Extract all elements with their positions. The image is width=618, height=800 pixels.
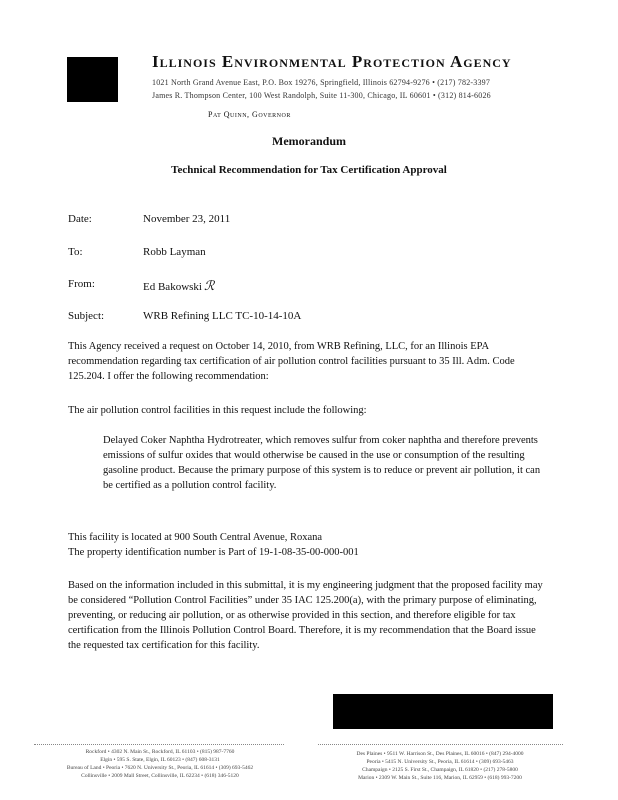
to-label: To: (68, 246, 83, 258)
footer-left (40, 748, 280, 780)
facility-location: This facility is located at 900 South Central Avenue, Roxana (68, 532, 323, 543)
body-paragraph-2: The air pollution control facilities in this request include the following: (68, 405, 367, 416)
date-value: November 23, 2011 (143, 213, 231, 225)
footer-right-line: Champaign • 2125 S. First St., Champaign, IL 61820 • (217) 278-5800 (362, 767, 518, 773)
subject-value: WRB Refining LLC TC-10-14-10A (143, 310, 302, 322)
footer-right-line: Peoria • 5415 N. University St., Peoria, IL 61614 • (309) 693-5463 (366, 759, 514, 765)
to-value: Robb Layman (143, 246, 206, 258)
footer-right-line: Des Plaines • 9511 W. Harrison St., Des Plaines, IL 60016 • (847) 294-4000 (356, 751, 524, 757)
agency-name: Illinois Environmental Protection Agency (152, 52, 512, 71)
governor-line: Pat Quinn, Governor (208, 110, 291, 119)
footer-right (320, 750, 560, 782)
footer-divider-right (318, 744, 563, 745)
body-paragraph-1: This Agency received a request on October 14, 2010, from WRB Refining, LLC, for an Illinois EPA recommendation regarding tax certification of air pollution control facilities pursuant to 35 Ill. Adm. Code 125.204. I offer the following recommendation: (68, 341, 515, 382)
footer-left-line: Rockford • 4302 N. Main St., Rockford, IL 61103 • (815) 987-7760 (85, 749, 235, 755)
redaction-block (333, 694, 553, 729)
address-line-1: 1021 North Grand Avenue East, P.O. Box 19276, Springfield, Illinois 62794-9276 • (217) 782-3397 (152, 78, 491, 87)
footer-right-line: Marion • 2309 W. Main St., Suite 116, Marion, IL 62959 • (618) 993-7200 (358, 775, 522, 781)
recommendation-paragraph: Based on the information included in this submittal, it is my engineering judgment that the proposed facility may be considered “Pollution Control Facilities” under 35 IAC 125.200(a), with the primary purpose of eliminating, preventing, or reducing air pollution, or as otherwise provided in this section, and therefore eligible for tax certification from the Illinois Pollution Control Board. Therefore, it is my recommendation that the Board issue the requested tax certification for this facility. (68, 580, 543, 651)
facility-location-block (68, 530, 543, 560)
footer-left-line: Bureau of Land • Peoria • 7620 N. University St., Peoria, IL 61614 • (309) 693-5462 (66, 765, 254, 771)
property-id: The property identification number is Part of 19-1-08-35-00-000-001 (68, 547, 359, 558)
from-value: Ed Bakowski (143, 281, 202, 293)
address-line-2: James R. Thompson Center, 100 West Randolph, Suite 11-300, Chicago, IL 60601 • (312) 814-6026 (152, 91, 491, 100)
agency-logo (67, 57, 118, 102)
from-field (143, 278, 214, 294)
facility-description: Delayed Coker Naphtha Hydrotreater, which removes sulfur from coker naphtha and therefore prevents emissions of sulfur oxides that would otherwise be caused in the use or consumption of the resulting gasoline product. Because the primary purpose of this system is to reduce or prevent air pollution, it can be certified as a pollution control facility. (103, 435, 541, 491)
footer-left-line: Elgin • 595 S. State, Elgin, IL 60123 • (847) 608-3131 (100, 757, 220, 763)
from-label: From: (68, 278, 95, 290)
date-label: Date: (68, 213, 92, 225)
signature-initials: ℛ (203, 278, 215, 293)
memo-subtitle: Technical Recommendation for Tax Certification Approval (171, 164, 447, 176)
memo-title: Memorandum (272, 134, 346, 148)
subject-label: Subject: (68, 310, 105, 322)
footer-divider-left (34, 744, 284, 745)
footer-left-line: Collinsville • 2009 Mall Street, Collinsville, IL 62234 • (618) 346-5120 (81, 773, 239, 779)
